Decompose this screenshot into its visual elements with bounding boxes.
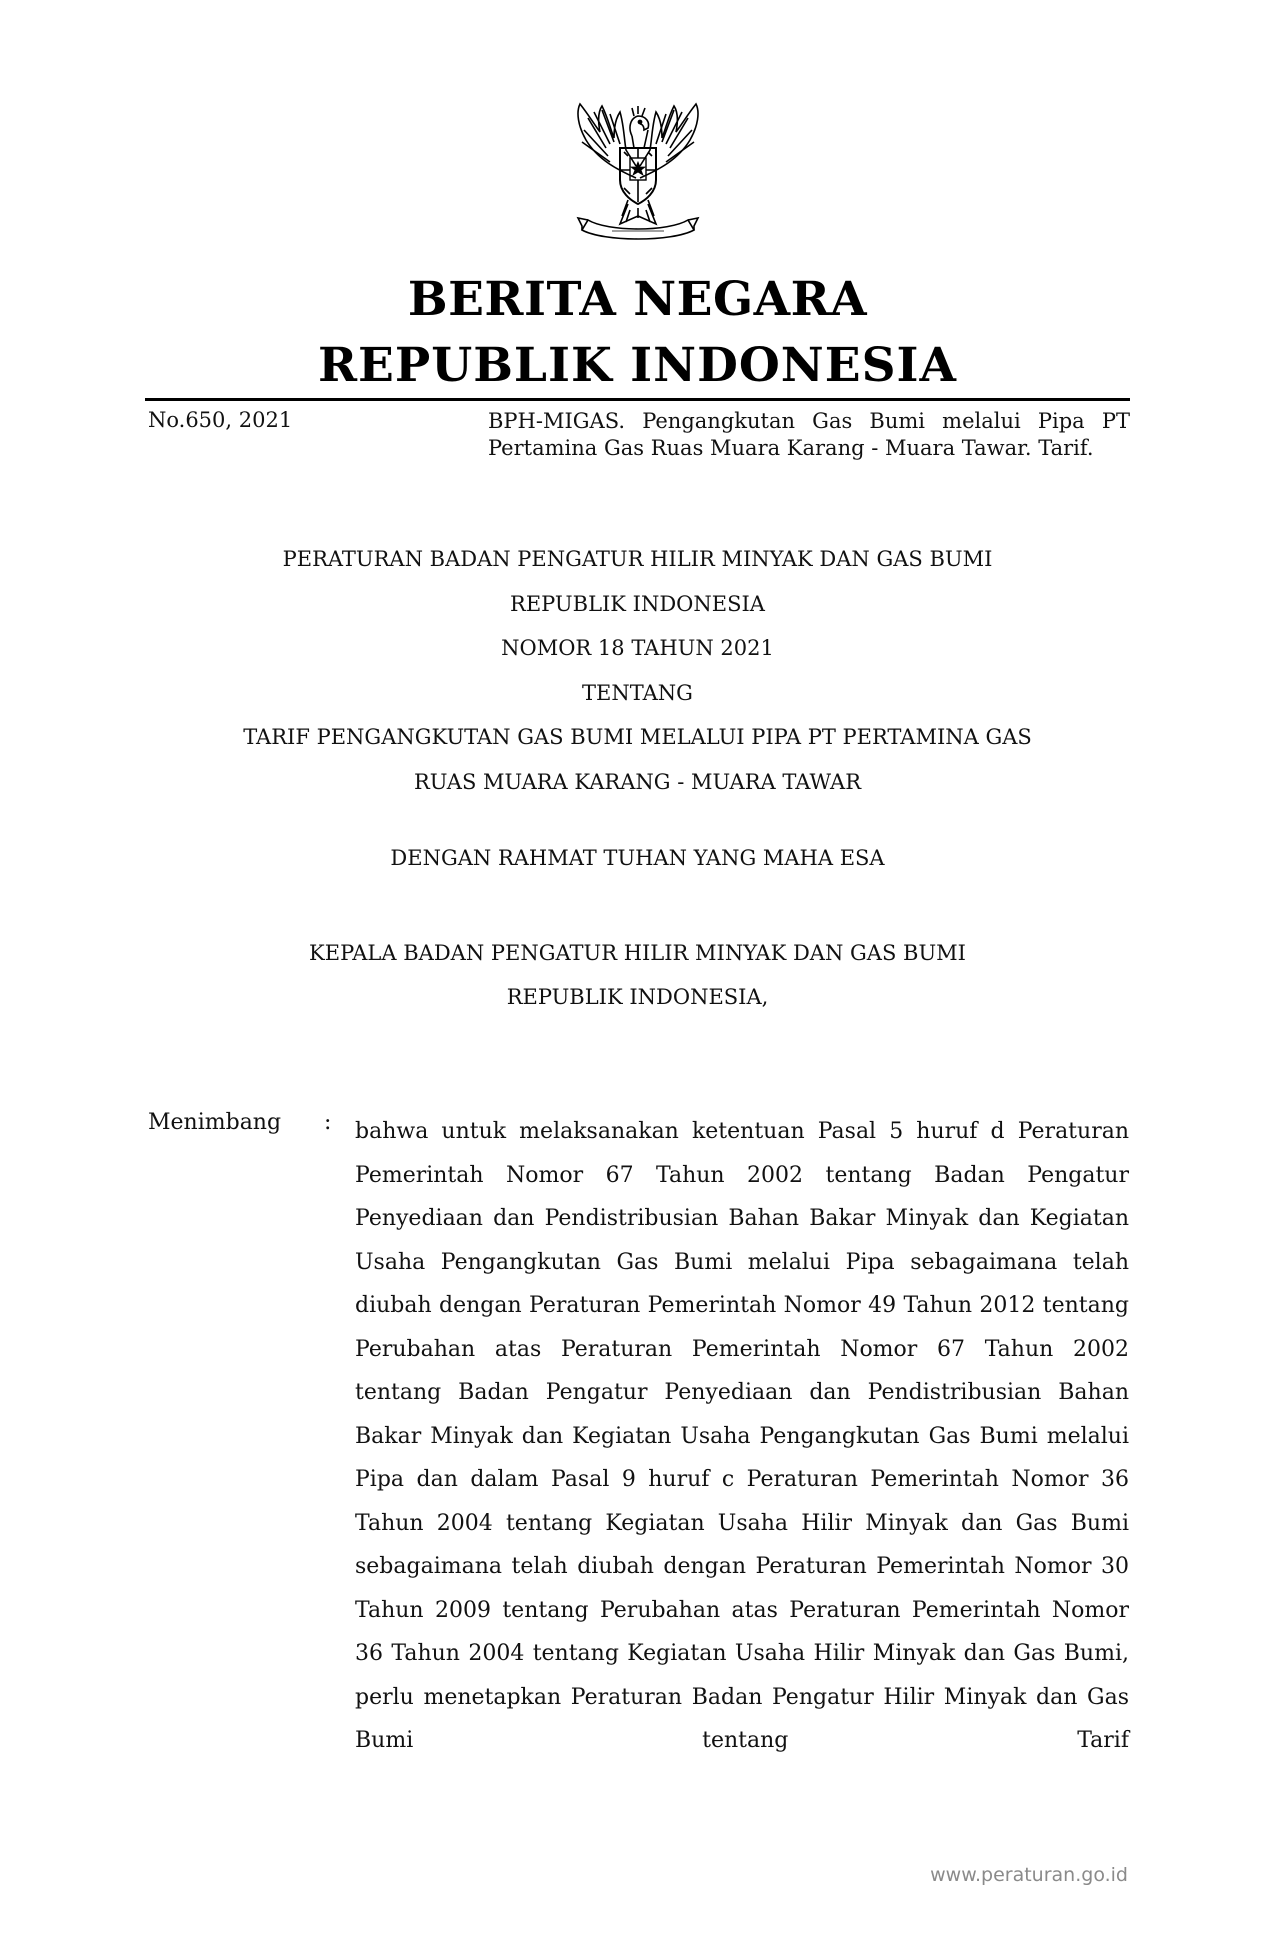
regulation-title bbox=[0, 537, 1275, 804]
masthead-republik-indonesia: REPUBLIK INDONESIA bbox=[317, 338, 957, 393]
garuda-emblem-icon bbox=[548, 100, 728, 250]
title-line: RUAS MUARA KARANG - MUARA TAWAR bbox=[413, 769, 862, 794]
issuer-line: KEPALA BADAN PENGATUR HILIR MINYAK DAN GAS BUMI bbox=[309, 941, 966, 965]
issuer-line: REPUBLIK INDONESIA, bbox=[506, 985, 769, 1009]
masthead-berita-negara: BERITA NEGARA bbox=[407, 272, 868, 327]
gazette-number: No.650, 2021 bbox=[148, 408, 293, 432]
rahmat-statement: DENGAN RAHMAT TUHAN YANG MAHA ESA bbox=[390, 846, 885, 870]
footer-website-link[interactable]: www.peraturan.go.id bbox=[930, 1864, 1128, 1886]
issuer-heading bbox=[0, 931, 1275, 1019]
gazette-subject: BPH-MIGAS. Pengangkutan Gas Bumi melalui Pipa PT Pertamina Gas Ruas Muara Karang - Muara Tawar. Tarif. bbox=[488, 409, 1130, 460]
title-line: TENTANG bbox=[582, 680, 693, 705]
masthead-rule bbox=[145, 398, 1130, 401]
title-line: TARIF PENGANGKUTAN GAS BUMI MELALUI PIPA PT PERTAMINA GAS bbox=[243, 725, 1032, 749]
menimbang-colon: : bbox=[324, 1110, 332, 1135]
title-line: NOMOR 18 TAHUN 2021 bbox=[501, 636, 774, 660]
title-line: PERATURAN BADAN PENGATUR HILIR MINYAK DAN GAS BUMI bbox=[282, 547, 993, 571]
title-line: REPUBLIK INDONESIA bbox=[510, 591, 765, 616]
menimbang-text: bahwa untuk melaksanakan ketentuan Pasal 5 huruf d Peraturan Pemerintah Nomor 67 Tahun 2002 tentang Badan Pengatur Penyediaan dan Pendistribusian Bahan Bakar Minyak dan Kegiatan Usaha Pengangkutan Gas Bumi melalui Pipa sebagaimana telah diubah dengan Peraturan Pemerintah Nomor 49 Tahun 2012 tentang Perubahan atas Peraturan Pemerintah Nomor 67 Tahun 2002 tentang Badan Pengatur Penyediaan dan Pendistribusian Bahan Bakar Minyak dan Kegiatan Usaha Pengangkutan Gas Bumi melalui Pipa dan dalam Pasal 9 huruf c Peraturan Pemerintah Nomor 36 Tahun 2004 tentang Kegiatan Usaha Hilir Minyak dan Gas Bumi sebagaimana telah diubah dengan Peraturan Pemerintah Nomor 30 Tahun 2009 tentang Perubahan atas Peraturan Pemerintah Nomor 36 Tahun 2004 tentang Kegiatan Usaha Hilir Minyak dan Gas Bumi, perlu menetapkan Peraturan Badan Pengatur Hilir Minyak dan Gas Bumi tentang Tarif bbox=[355, 1119, 1129, 1753]
menimbang-label: Menimbang bbox=[148, 1110, 282, 1135]
